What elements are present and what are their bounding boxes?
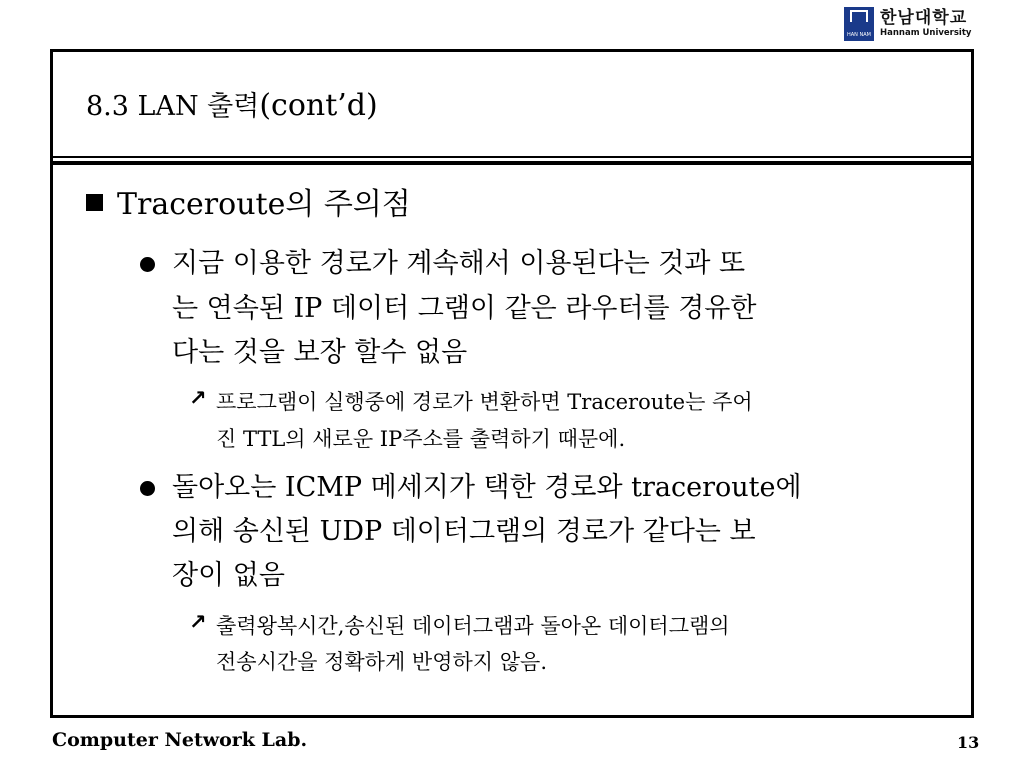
hannam-university-logo	[844, 6, 971, 42]
bullet-1-sub-line-2: 진 TTL의 새로운 IP주소를 출력하기 때문에.	[216, 427, 626, 451]
bullet-2-line-1: 돌아오는 ICMP 메세지가 택한 경로와 traceroute에	[172, 472, 802, 503]
heading-text: Traceroute의 주의점	[117, 187, 411, 222]
title-suffix: (cont’d)	[259, 88, 378, 123]
bullet-2-sub-line-1: 출력왕복시간,송신된 데이터그램과 돌아온 데이터그램의	[216, 614, 730, 638]
logo-korean-name: 한남대학교	[880, 8, 968, 28]
bullet-2-sub-line-2: 전송시간을 정확하게 반영하지 않음.	[216, 650, 547, 674]
bullet-2-line-3: 장이 없음	[172, 560, 285, 591]
north-east-arrow-icon: ↗	[189, 386, 207, 410]
bullet-1-line-2: 는 연속된 IP 데이터 그램이 같은 라우터를 경유한	[172, 293, 757, 324]
bullet-1-line-1: 지금 이용한 경로가 계속해서 이용된다는 것과 또	[172, 248, 746, 279]
footer-lab-name: Computer Network Lab.	[52, 729, 308, 751]
round-bullet-icon	[140, 257, 155, 272]
heading-bullet	[86, 185, 411, 225]
slide-title	[86, 90, 378, 123]
logo-english-name: Hannam University	[880, 28, 972, 38]
bullet-2-line-2: 의해 송신된 UDP 데이터그램의 경로가 같다는 보	[172, 516, 756, 547]
university-emblem-icon	[844, 7, 874, 41]
title-divider-thin	[53, 156, 971, 158]
north-east-arrow-icon: ↗	[189, 610, 207, 634]
page-number: 13	[957, 733, 980, 752]
bullet-1-line-3: 다는 것을 보장 할수 없음	[172, 337, 468, 368]
emblem-text: HAN NAM	[847, 32, 871, 38]
bullet-1-sub-line-1: 프로그램이 실행중에 경로가 변환하면 Traceroute는 주어	[216, 390, 753, 414]
round-bullet-icon	[140, 481, 155, 496]
title-main: 8.3 LAN 출력	[86, 91, 260, 122]
title-divider-thick	[53, 161, 971, 165]
square-bullet-icon	[86, 194, 103, 211]
